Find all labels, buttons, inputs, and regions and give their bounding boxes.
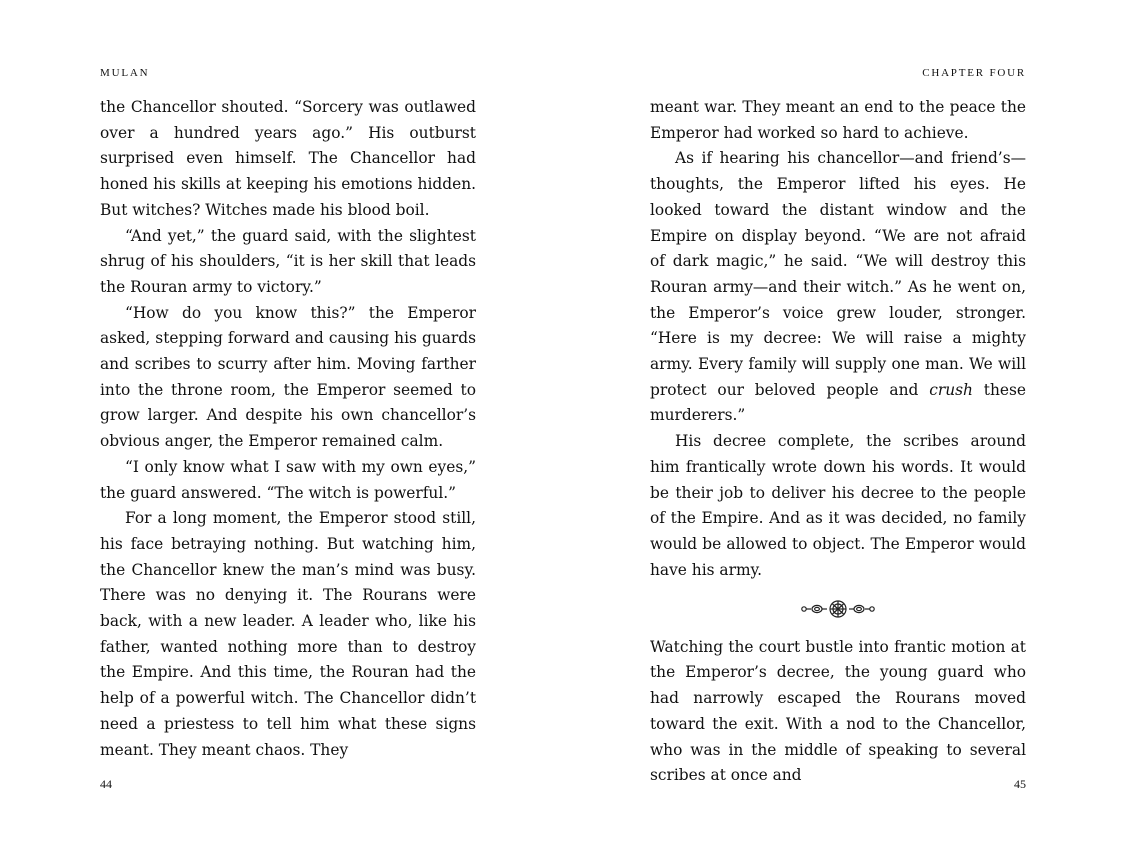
scroll-ornament-icon: [798, 599, 878, 619]
running-head-right: CHAPTER FOUR: [922, 67, 1026, 79]
paragraph: the Chancellor shouted. “Sorcery was outlawed over a hundred years ago.” His outburst surprised even himself. The Chancellor had honed his skills at keeping his emotions hidden. But witches? Witches made his blood boil.: [100, 98, 476, 219]
page-number-left: 44: [100, 777, 112, 791]
left-page-body: [100, 95, 476, 763]
section-break: [650, 583, 1026, 634]
right-page-body: [650, 95, 1026, 789]
left-page: [100, 0, 476, 850]
paragraph: Watching the court bustle into frantic motion at the Emperor’s decree, the young guard who had narrowly escaped the Rourans moved toward the exit. With a nod to the Chancellor, who was in the middle of speaking to several scribes at once and: [650, 637, 1026, 785]
paragraph: “And yet,” the guard said, with the slightest shrug of his shoulders, “it is her skill that leads the Rouran army to victory.”: [100, 226, 476, 296]
paragraph: For a long moment, the Emperor stood still, his face betraying nothing. But watching him, the Chancellor knew the man’s mind was busy. There was no denying it. The Rourans were back, with a new leader. A leader who, like his father, wanted nothing more than to destroy the Empire. And this time, the Rouran had the help of a powerful witch. The Chancellor didn’t need a priestess to tell him what these signs meant. They meant chaos. They: [100, 509, 476, 759]
paragraph: His decree complete, the scribes around him frantically wrote down his words. It would be their job to deliver his decree to the people of the Empire. And as it was decided, no family would be allowed to object. The Emperor would have his army.: [650, 432, 1026, 579]
paragraph: “How do you know this?” the Emperor asked, stepping forward and causing his guards and scribes to scurry after him. Moving farther into the throne room, the Emperor seemed to grow larger. And despite his own chancellor’s obvious anger, the Emperor remained calm.: [100, 303, 476, 451]
paragraph: [650, 146, 1026, 429]
paragraph: “I only know what I saw with my own eyes,” the guard answered. “The witch is powerful.”: [100, 457, 476, 502]
paragraph-text: these murderers.”: [650, 380, 1026, 425]
paragraph: meant war. They meant an end to the peace the Emperor had worked so hard to achieve.: [650, 98, 1026, 142]
page-number-right: 45: [1014, 777, 1026, 791]
right-page: [650, 0, 1026, 850]
running-head-left: MULAN: [100, 67, 150, 79]
paragraph-text: As if hearing his chancellor—and friend’s—thoughts, the Emperor lifted his eyes. He looked toward the distant window and the Empire on display beyond. “We are not afraid of dark magic,” he said. “We will destroy this Rouran army—and their witch.” As he went on, the Emperor’s voice grew louder, stronger. “Here is my decree: We will raise a mighty army. Every family will supply one man. We will protect our beloved people and: [650, 149, 1026, 399]
emphasis-text: crush: [929, 380, 973, 399]
